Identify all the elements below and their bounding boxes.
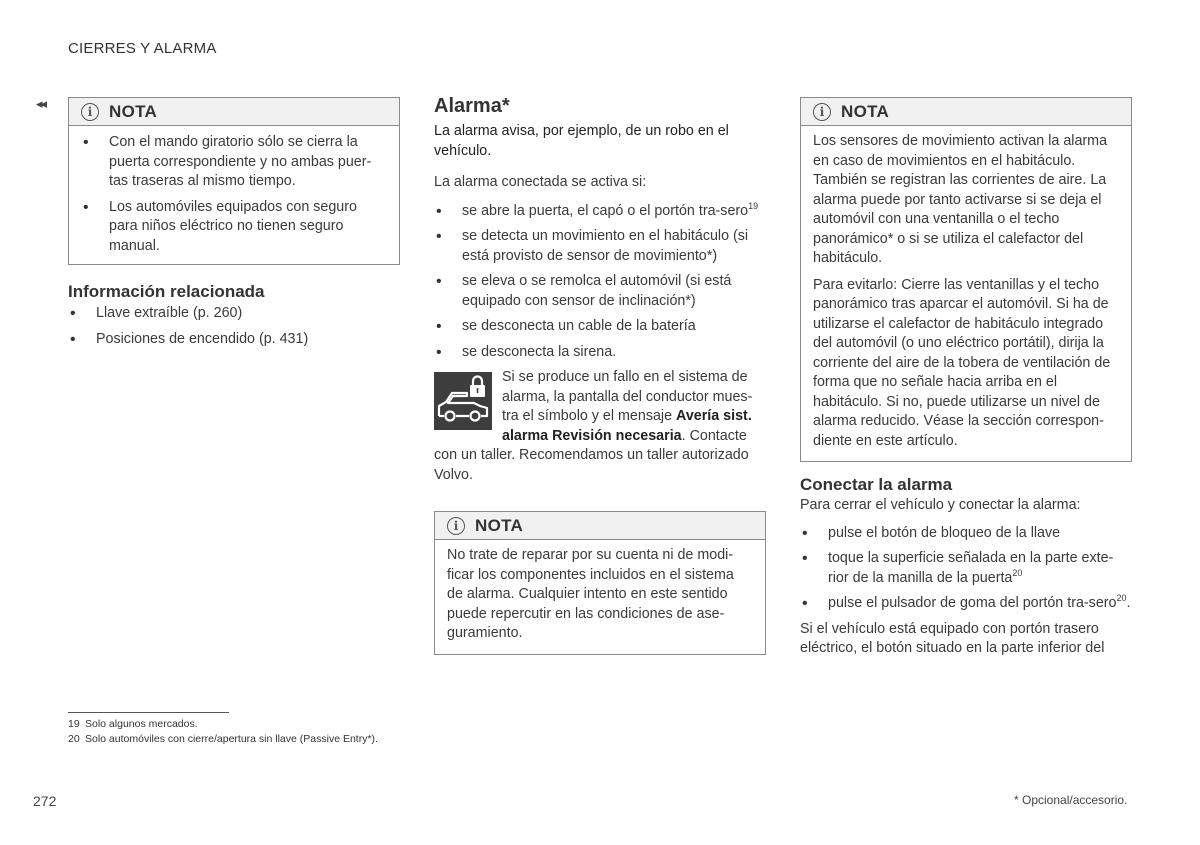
note-title: NOTA	[475, 515, 524, 535]
note-title: NOTA	[841, 101, 890, 121]
list-item: • se desconecta la sirena.	[434, 343, 766, 363]
back-arrows-icon[interactable]: ◂◂	[36, 96, 46, 111]
column-right	[800, 97, 1132, 659]
list-item: • Los automóviles equipados con seguro para niños eléctrico no tienen seguro manual.	[81, 198, 387, 257]
note-title: NOTA	[109, 101, 158, 121]
note-body	[801, 126, 1131, 461]
list-item: • Con el mando giratorio sólo se cierra la puerta correspondiente y no ambas puer-tas traseras al mismo tiempo.	[81, 133, 387, 192]
optional-note: * Opcional/accesorio.	[1014, 793, 1128, 807]
intro-text: La alarma avisa, por ejemplo, de un robo en el vehículo.	[434, 123, 729, 159]
list-item: • se detecta un movimiento en el habitáculo (si está provisto de sensor de movimiento*)	[434, 227, 766, 266]
note-box	[68, 97, 400, 265]
fault-text-end: . Contacte con un taller. Recomendamos un taller autorizado Volvo.	[434, 427, 749, 483]
note-header	[69, 98, 399, 126]
list-item: • se abre la puerta, el capó o el portón tra-sero$^{19}$	[434, 202, 766, 222]
connect-alarm-heading: Conectar la alarma	[800, 475, 953, 494]
note-text: Los sensores de movimiento activan la alarma en caso de movimientos en el habitáculo. También se registran las corrientes de aire. La alarma puede por tanto activarse si se deja el automóvil con una ventanilla o el techo panorámico* o si se utiliza el calefactor del habitáculo.	[813, 133, 1108, 266]
section-header: CIERRES Y ALARMA	[68, 40, 217, 57]
footnote-divider	[68, 712, 229, 713]
connect-intro: Para cerrar el vehículo y conectar la alarma:	[800, 497, 1081, 513]
info-icon: i	[447, 517, 465, 535]
column-middle	[434, 97, 766, 655]
related-link[interactable]: • Posiciones de encendido (p. 431)	[68, 330, 400, 350]
page-number: 272	[33, 793, 57, 809]
car-lock-icon	[434, 372, 492, 430]
activates-lead: La alarma conectada se activa si:	[434, 174, 647, 190]
related-list	[68, 304, 400, 349]
footnote: 19 Solo algunos mercados.	[68, 718, 198, 730]
list-item: • se eleva o se remolca el automóvil (si está equipado con sensor de inclinación*)	[434, 272, 766, 311]
note-body	[69, 126, 399, 264]
note-header	[801, 98, 1131, 126]
column-left	[68, 97, 400, 355]
related-info-heading: Información relacionada	[68, 282, 265, 301]
info-icon: i	[81, 103, 99, 121]
list-item: • pulse el botón de bloqueo de la llave	[800, 524, 1132, 544]
list-item: • toque la superficie señalada en la parte exte-rior de la manilla de la puerta$^{20}$	[800, 549, 1132, 588]
note-header	[435, 512, 765, 540]
note-box	[434, 511, 766, 655]
footnote: 20 Solo automóviles con cierre/apertura sin llave (Passive Entry*).	[68, 733, 378, 745]
note-text: Para evitarlo: Cierre las ventanillas y el techo panorámico tras aparcar el automóvil. Si ha de utilizarse el calefactor de habitáculo integrado del automóvil (o uno eléctrico portátil), dirija la corriente del aire de la tobera de ventilación de forma que no señale hacia arriba en el habitáculo. Si no, puede utilizarse un nivel de alarma reducido. Véase la sección correspon-diente en este artículo.	[813, 276, 1111, 449]
list-item: • se desconecta un cable de la batería	[434, 317, 766, 337]
fault-paragraph	[434, 368, 766, 485]
connect-list	[800, 524, 1132, 614]
fault-text: Si se produce un fallo en el sistema de alarma, la pantalla del conductor mues-tra el símbolo y el mensaje	[502, 369, 753, 424]
note-box	[800, 97, 1132, 462]
info-icon: i	[813, 103, 831, 121]
body-text: Si el vehículo está equipado con portón trasero eléctrico, el botón situado en la parte inferior del	[800, 620, 1105, 656]
note-body	[435, 540, 765, 654]
fault-message: Avería sist. alarma Revisión necesaria	[502, 408, 752, 444]
trigger-list	[434, 202, 766, 363]
list-item: • pulse el pulsador de goma del portón tra-sero$^{20}$.	[800, 594, 1132, 614]
page-title: Alarma*	[434, 95, 510, 117]
note-text: No trate de reparar por su cuenta ni de modi-ficar los componentes incluidos en el sistema de alarma. Cualquier intento en este sentido puede repercutir en las condiciones de ase-guramiento.	[447, 547, 734, 641]
related-link[interactable]: • Llave extraíble (p. 260)	[68, 304, 400, 324]
